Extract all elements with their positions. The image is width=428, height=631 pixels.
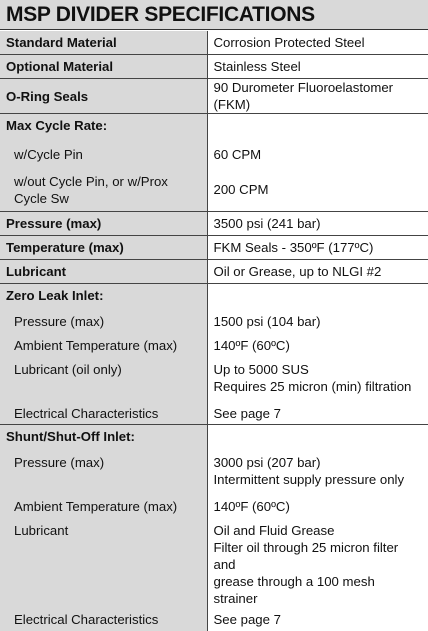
table-row [0,55,428,79]
spec-value: 140ºF (60ºC) [207,494,428,518]
spec-label: Lubricant [0,259,207,283]
spec-value: Corrosion Protected Steel [207,31,428,55]
table-row [0,309,428,333]
spec-sub-label: Ambient Temperature (max) [0,494,207,518]
page-title: MSP DIVIDER SPECIFICATIONS [0,0,428,30]
spec-value: 3500 psi (241 bar) [207,211,428,235]
spec-value-multiline [207,357,428,401]
section-value-empty [207,425,428,451]
table-row [0,31,428,55]
section-label: Max Cycle Rate: [0,114,207,140]
spec-value-line: Up to 5000 SUS [213,361,309,377]
spec-sub-label: Electrical Characteristics [0,607,207,631]
spec-value: FKM Seals - 350ºF (177ºC) [207,235,428,259]
table-row [0,211,428,235]
spec-sub-label: Pressure (max) [0,450,207,494]
section-label: Zero Leak Inlet: [0,283,207,309]
spec-value: 140ºF (60ºC) [207,333,428,357]
table-row [0,79,428,114]
spec-value-line: Intermittent supply pressure only [213,472,405,487]
spec-value-line: Oil and Fluid Grease [213,523,335,538]
table-row [0,518,428,607]
spec-sub-label: Lubricant (oil only) [0,357,207,401]
spec-value: See page 7 [207,401,428,425]
spec-value: 90 Durometer Fluoroelastomer (FKM) [207,79,428,114]
spec-value-line: Requires 25 micron (min) filtration [213,378,412,394]
spec-sub-label: w/out Cycle Pin, or w/Prox Cycle Sw [0,169,207,211]
table-row [0,139,428,169]
spec-label: Temperature (max) [0,235,207,259]
spec-sub-label: Pressure (max) [0,309,207,333]
table-row [0,357,428,401]
spec-label: Pressure (max) [0,211,207,235]
spec-label: Optional Material [0,55,207,79]
spec-value: Oil or Grease, up to NLGI #2 [207,259,428,283]
table-row [0,235,428,259]
table-row [0,607,428,631]
spec-value: 200 CPM [207,169,428,211]
spec-value: See page 7 [207,607,428,631]
spec-sub-label: Electrical Characteristics [0,401,207,425]
section-label: Shunt/Shut-Off Inlet: [0,425,207,451]
section-header-row [0,425,428,451]
section-header-row [0,283,428,309]
spec-value-multiline [207,450,428,494]
table-row [0,494,428,518]
table-row [0,169,428,211]
spec-sub-label: Ambient Temperature (max) [0,333,207,357]
spec-sub-label: w/Cycle Pin [0,139,207,169]
table-row [0,333,428,357]
table-row [0,259,428,283]
spec-value-line: Filter oil through 25 micron filter and [213,540,399,572]
spec-sub-label: Lubricant [0,518,207,607]
spec-value-multiline [207,518,428,607]
spec-value-line: grease through a 100 mesh strainer [213,574,375,606]
spec-value: Stainless Steel [207,55,428,79]
spec-value-line: 3000 psi (207 bar) [213,455,321,470]
table-row [0,450,428,494]
spec-table [0,31,428,631]
section-header-row [0,114,428,140]
table-row [0,401,428,425]
spec-label: Standard Material [0,31,207,55]
section-value-empty [207,114,428,140]
spec-value: 60 CPM [207,139,428,169]
spec-value: 1500 psi (104 bar) [207,309,428,333]
spec-label: O-Ring Seals [0,79,207,114]
section-value-empty [207,283,428,309]
